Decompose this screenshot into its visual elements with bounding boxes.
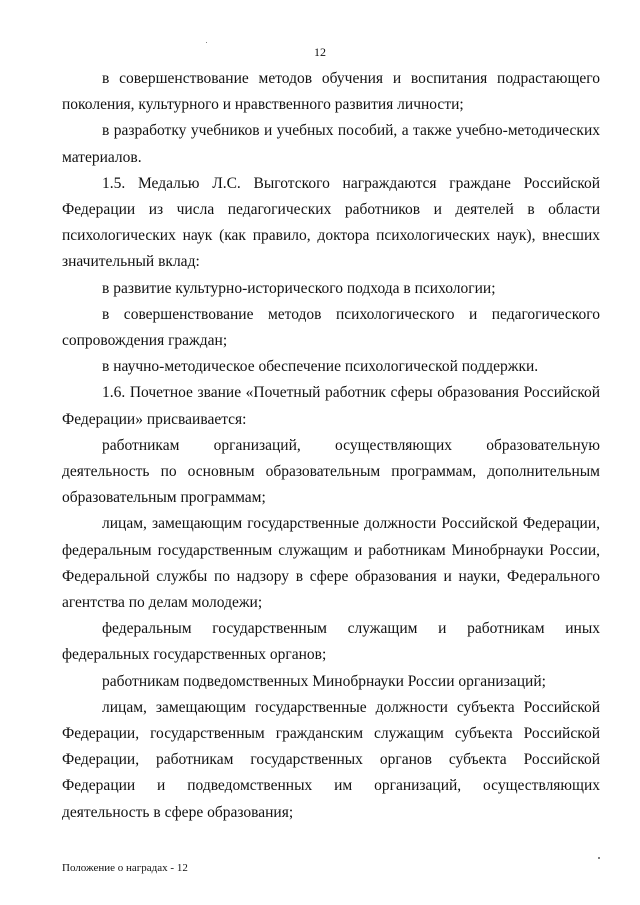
paragraph-item: 1.5. Медалью Л.С. Выготского награждаются граждане Российской Федерации из числа педагогических работников и деятелей в области психологических наук (как правило, доктора психологических наук), внесших значительный вклад: [62,174,600,271]
paragraph-item: 1.6. Почетное звание «Почетный работник сферы образования Российской Федерации» присваивается: [62,384,600,428]
scan-speck [598,857,600,859]
scan-speck [206,42,207,43]
paragraph-item: в научно-методическое обеспечение психологической поддержки. [102,358,539,376]
paragraph-item: в разработку учебников и учебных пособий, а также учебно-методических материалов. [62,122,600,166]
paragraph-item: в развитие культурно-исторического подхода в психологии; [102,279,496,297]
paragraph-item: в совершенствование методов обучения и воспитания подрастающего поколения, культурного и нравственного развития личности; [62,70,600,114]
document-body [62,66,600,826]
paragraph-item: работникам организаций, осуществляющих образовательную деятельность по основным образовательным программам, дополнительным образовательным программам; [62,436,600,507]
page-number: 12 [314,45,326,59]
paragraph-item: федеральным государственным служащим и работникам иных федеральных государственных органов; [62,620,600,664]
paragraph-item: лицам, замещающим государственные должности субъекта Российской Федерации, государственным гражданским служащим субъекта Российской Федерации, работникам государственных органов субъекта Российской Федерации и подведомственных им организаций, осуществляющих деятельность в сфере образования; [62,698,600,821]
paragraph-item: в совершенствование методов психологического и педагогического сопровождения граждан; [62,305,600,350]
paragraph-item: лицам, замещающим государственные должности Российской Федерации, федеральным государственным служащим и работникам Минобрнауки России, Федеральной службы по надзору в сфере образования и науки, Федерального агентства по делам молодежи; [62,515,600,612]
paragraph-item: работникам подведомственных Минобрнауки России организаций; [102,672,546,690]
page-footer: Положение о наградах - 12 [62,862,188,874]
